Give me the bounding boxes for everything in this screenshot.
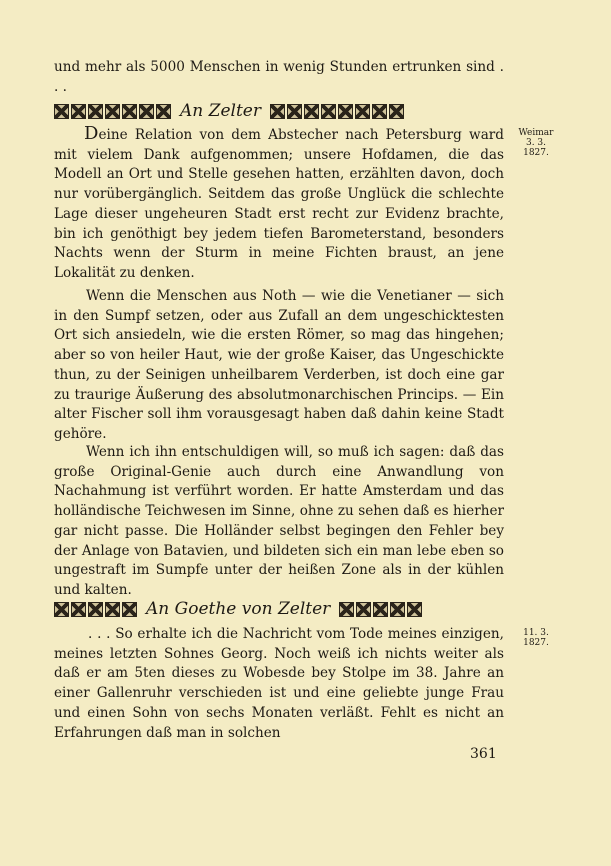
ornament-left — [54, 602, 137, 617]
heading-title: An Zelter — [180, 101, 261, 121]
ornament-right — [270, 104, 404, 119]
paragraph: Deine Relation von dem Abstecher nach Petersburg ward mit vielem Dank aufgenommen; unsere Hofdamen, die das Modell an Ort und Stelle gesehen hatten, erzählten davon, doch nur vorübergänglich. Seitdem das große Unglück die schlechte Lage dieser ungeheuren Stadt erst recht zur Evidenz brachte, bin ich genöthigt bey jedem tiefen Barometerstand, besonders Nachts wenn der Sturm in meine Fichten braust, an jene Lokalität zu denken. — [54, 123, 504, 281]
margin-note-date: Weimar 3. 3. 1827. — [518, 128, 554, 158]
ornament-right — [339, 602, 422, 617]
paragraph: Wenn die Menschen aus Noth — wie die Venetianer — sich in den Sumpf setzen, oder aus Zufall an dem ungeschicktesten Ort sich ansiedeln, wie die ersten Römer, so mag das hingehen; aber so von heiler Haut, wie der große Kaiser, das Ungeschickte thun, zu der Seinigen unheilbarem Verderben, ist doch eine gar zu traurige Äußerung des absolutmonarchischen Princips. — Ein alter Fischer soll ihm vorausgesagt haben daß dahin keine Stadt gehöre. — [54, 288, 504, 442]
heading-title: An Goethe von Zelter — [146, 599, 331, 619]
section-heading-zelter — [54, 100, 506, 122]
margin-note-date: 11. 3. 1827. — [523, 628, 549, 648]
section-heading-goethe — [54, 598, 506, 620]
paragraph: Wenn ich ihn entschuldigen will, so muß ich sagen: daß das große Original-Genie auch durch eine Anwandlung von Nachahmung ist verführt worden. Er hatte Amsterdam und das holländische Teichwesen im Sinne, ohne zu sehen daß es hierher gar nicht passe. Die Holländer selbst begingen den Fehler bey der Anlage von Batavien, und bildeten sich ein man lebe eben so ungestraft im Sumpfe unter der heißen Zone als in der kühlen und kalten. — [54, 444, 504, 598]
page-number: 361 — [470, 746, 497, 762]
intro-text: und mehr als 5000 Menschen in wenig Stunden ertrunken sind . . . — [54, 59, 504, 95]
ornament-left — [54, 104, 171, 119]
paragraph: . . . So erhalte ich die Nachricht vom Tode meines einzigen, meines letzten Sohnes Georg. Noch weiß ich nichts weiter als daß er am 5ten dieses zu Wobesde bey Stolpe im 38. Jahre an einer Gallenruhr verschieden ist und eine geliebte junge Frau und einen Sohn von sechs Monaten verläßt. Fehlt es nicht an Erfahrungen daß man in solchen — [54, 626, 504, 741]
